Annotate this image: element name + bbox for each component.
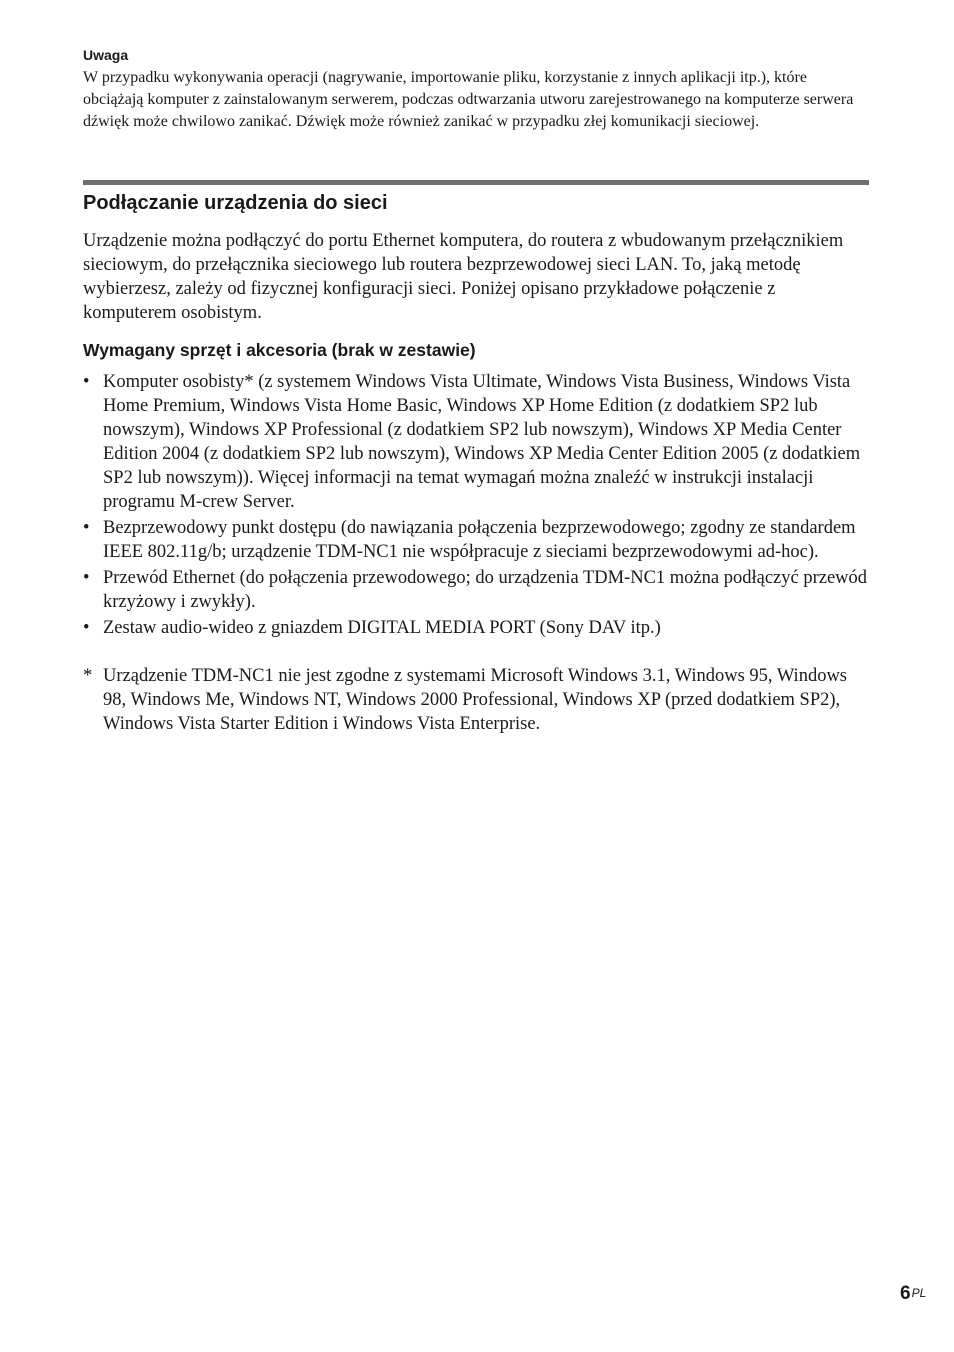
list-item: [83, 516, 870, 564]
footnote-text: Urządzenie TDM-NC1 nie jest zgodne z systemami Microsoft Windows 3.1, Windows 95, Windows 98, Windows Me, Windows NT, Windows 2000 Professional, Windows XP (przed dodatkiem SP2), Windows Vista Starter Edition i Windows Vista Enterprise.: [103, 666, 848, 734]
section-title: Podłączanie urządzenia do sieci: [83, 192, 388, 214]
page-number-value: 6: [900, 1283, 911, 1304]
list-item-text: Bezprzewodowy punkt dostępu (do nawiązania połączenia bezprzewodowego; zgodny ze standardem IEEE 802.11g/b; urządzenie TDM-NC1 nie współpracuje z sieciami bezprzewodowymi ad-hoc).: [103, 518, 856, 562]
bullet-marker: •: [83, 518, 90, 538]
page-number: [900, 1282, 926, 1306]
note-title: Uwaga: [83, 47, 129, 63]
list-item: [83, 370, 870, 514]
bullet-marker: •: [83, 372, 90, 392]
list-item: [83, 616, 870, 640]
requirements-heading: Wymagany sprzęt i akcesoria (brak w zestawie): [83, 340, 476, 360]
bullet-marker: •: [83, 618, 90, 638]
bullet-marker: •: [83, 568, 90, 588]
page-language-suffix: PL: [911, 1286, 927, 1300]
footnote: [83, 664, 870, 736]
section-intro: Urządzenie można podłączyć do portu Ethernet komputera, do routera z wbudowanym przełącznikiem sieciowym, do przełącznika sieciowego lub routera bezprzewodowej sieci LAN. To, jaką metodę wybierzesz, zależy od fizycznej konfiguracji sieci. Poniżej opisano przykładowe połączenie z komputerem osobistym.: [83, 231, 844, 323]
note-body: W przypadku wykonywania operacji (nagrywanie, importowanie pliku, korzystanie z innych aplikacji itp.), które obciążają komputer z zainstalowanym serwerem, podczas odtwarzania utworu zarejestrowanego na komputerze serwera dźwięk może chwilowo zanikać. Dźwięk może również zanikać w przypadku złej komunikacji sieciowej.: [83, 69, 854, 130]
list-item-text: Zestaw audio-wideo z gniazdem DIGITAL MEDIA PORT (Sony DAV itp.): [103, 618, 661, 638]
list-item: [83, 566, 870, 614]
list-item-text: Komputer osobisty* (z systemem Windows Vista Ultimate, Windows Vista Business, Windows Vista Home Premium, Windows Vista Home Basic, Windows XP Home Edition (z dodatkiem SP2 lub nowszym), Windows XP Professional (z dodatkiem SP2 lub nowszym), Windows XP Media Center Edition 2004 (z dodatkiem SP2 lub nowszym), Windows XP Media Center Edition 2005 (z dodatkiem SP2 lub nowszym)). Więcej informacji na temat wymagań można znaleźć w instrukcji instalacji programu M-crew Server.: [103, 372, 861, 512]
footnote-marker: *: [83, 666, 93, 686]
requirements-list: [83, 370, 870, 642]
list-item-text: Przewód Ethernet (do połączenia przewodowego; do urządzenia TDM-NC1 można podłączyć przewód krzyżowy i zwykły).: [103, 568, 868, 612]
section-divider: [83, 180, 869, 185]
